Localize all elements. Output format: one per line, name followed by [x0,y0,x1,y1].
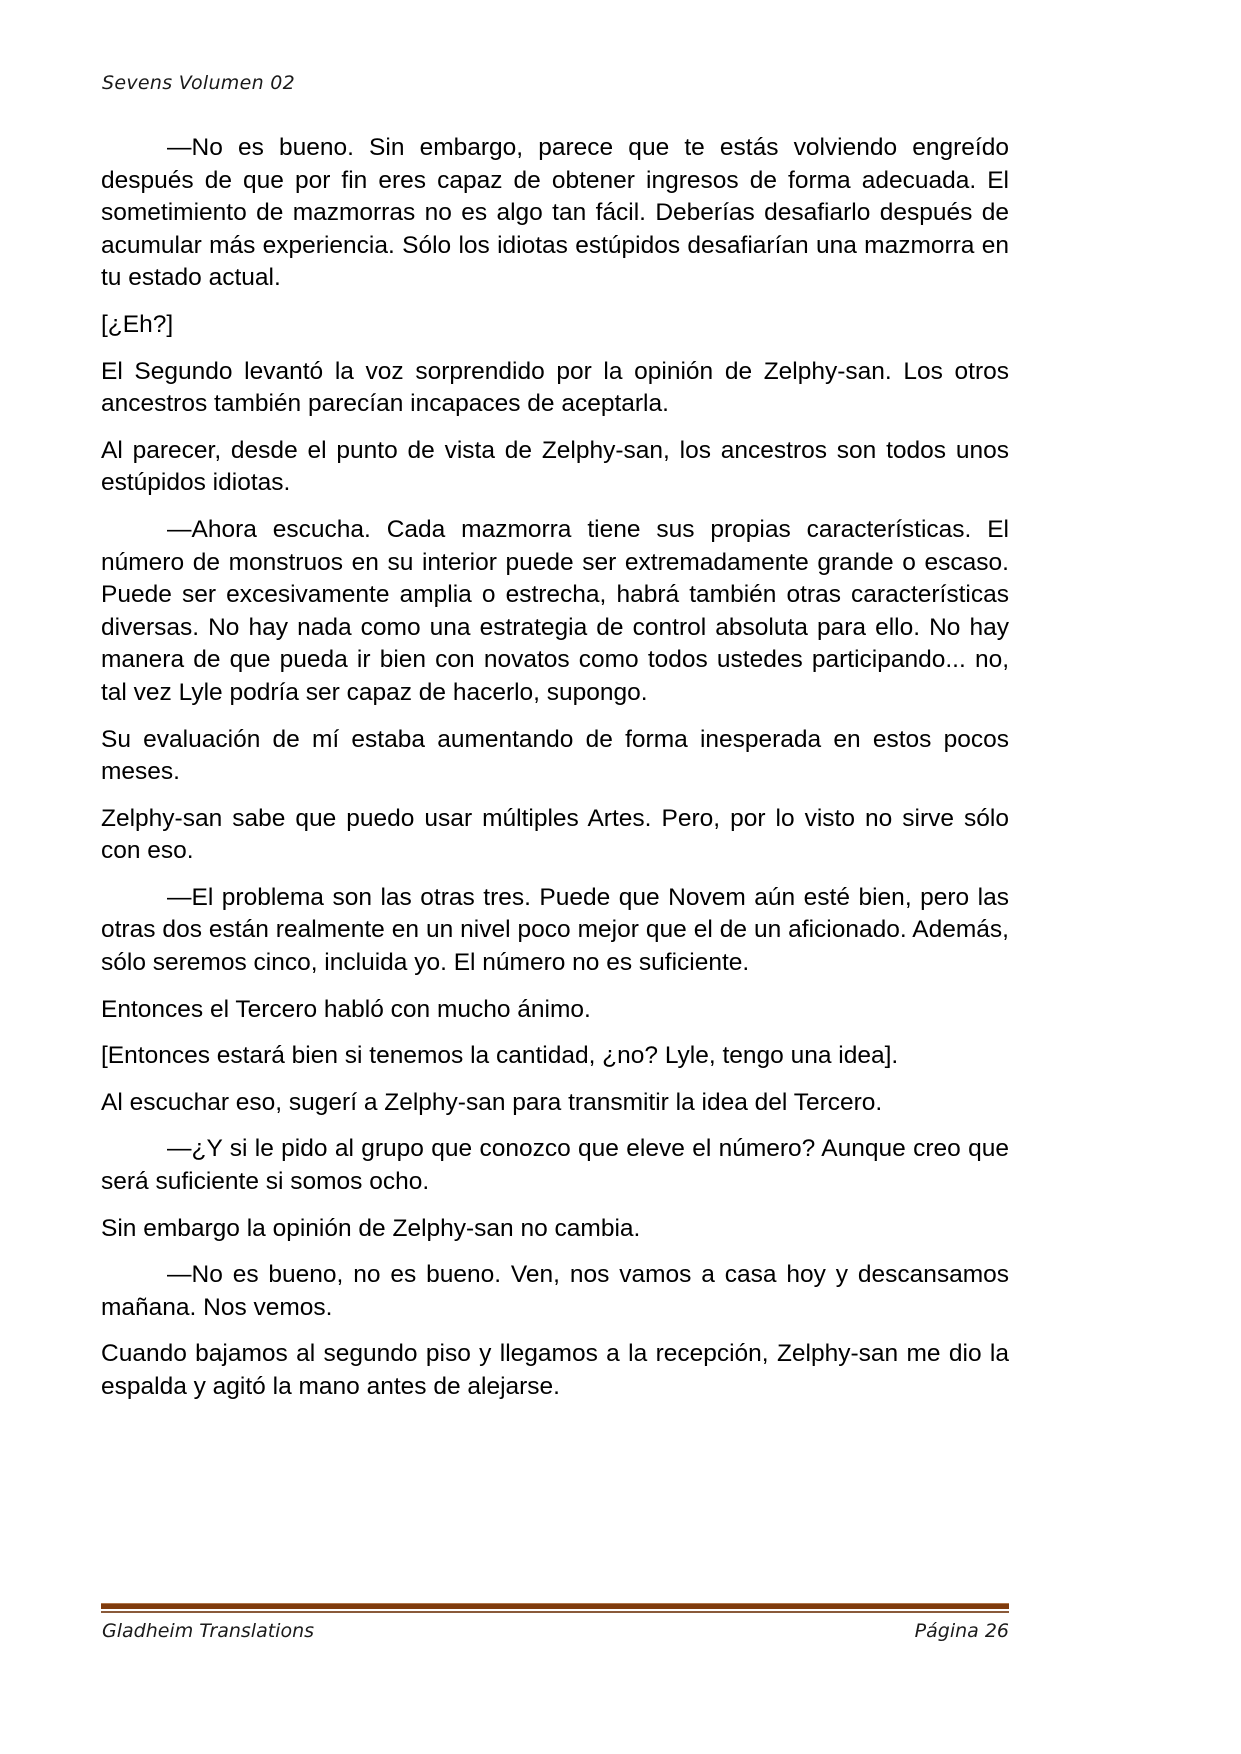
paragraph: Cuando bajamos al segundo piso y llegamos a la recepción, Zelphy-san me dio la espalda y agitó la mano antes de alejarse. [101,1340,1009,1400]
page-number: Página 26 [914,1620,1009,1642]
body-text [101,132,1009,1418]
paragraph: El Segundo levantó la voz sorprendido por la opinión de Zelphy-san. Los otros ancestros también parecían incapaces de aceptarla. [101,357,1009,418]
paragraph: Al parecer, desde el punto de vista de Zelphy-san, los ancestros son todos unos estúpidos idiotas. [101,436,1009,497]
paragraph: [Entonces estará bien si tenemos la cantidad, ¿no? Lyle, tengo una idea]. [101,1042,899,1070]
running-header: Sevens Volumen 02 [102,72,296,94]
paragraph: Al escuchar eso, sugerí a Zelphy-san para transmitir la idea del Tercero. [101,1088,883,1116]
paragraph: Sin embargo la opinión de Zelphy-san no cambia. [101,1214,641,1242]
paragraph-dialog: —¿Y si le pido al grupo que conozco que eleve el número? Aunque creo que será suficiente si somos ocho. [101,1135,1009,1196]
footer-publisher: Gladheim Translations [102,1620,315,1642]
paragraph: Zelphy-san sabe que puedo usar múltiples Artes. Pero, por lo visto no sirve sólo con eso. [101,804,1009,865]
paragraph-dialog: —No es bueno, no es bueno. Ven, nos vamos a casa hoy y descansamos mañana. Nos vemos. [101,1261,1009,1321]
paragraph: Su evaluación de mí estaba aumentando de forma inesperada en estos pocos meses. [101,725,1009,786]
footer-divider-thin [101,1611,1009,1613]
paragraph-dialog: —El problema son las otras tres. Puede que Novem aún esté bien, pero las otras dos están realmente en un nivel poco mejor que el de un aficionado. Además, sólo seremos cinco, incluida yo. El número no es suficiente. [101,883,1009,977]
paragraph-dialog: —Ahora escucha. Cada mazmorra tiene sus propias características. El número de monstruos en su interior puede ser extremadamente grande o escaso. Puede ser excesivamente amplia o estrecha, habrá también otras características diversas. No hay nada como una estrategia de control absoluta para ello. No hay manera de que pueda ir bien con novatos como todos ustedes participando... no, tal vez Lyle podría ser capaz de hacerlo, supongo. [101,515,1009,706]
paragraph: Entonces el Tercero habló con mucho ánimo. [101,995,591,1023]
paragraph-dialog: —No es bueno. Sin embargo, parece que te estás volviendo engreído después de que por fin eres capaz de obtener ingresos de forma adecuada. El sometimiento de mazmorras no es algo tan fácil. Deberías desafiarlo después de acumular más experiencia. Sólo los idiotas estúpidos desafiarían una mazmorra en tu estado actual. [101,134,1009,292]
footer-divider [101,1603,1009,1613]
paragraph: [¿Eh?] [101,310,174,338]
